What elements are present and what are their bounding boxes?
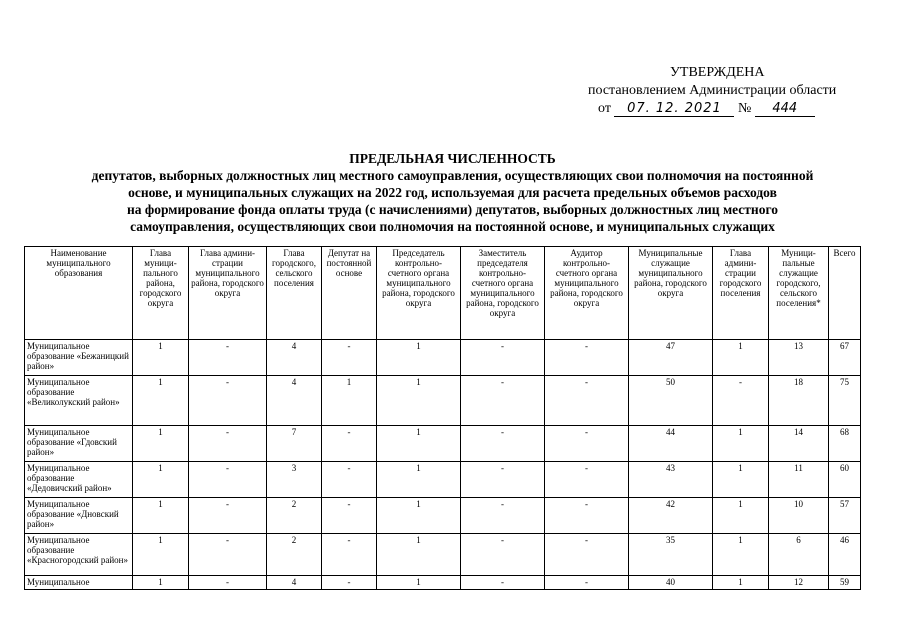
count-cell: 1 bbox=[377, 462, 461, 498]
number-prefix: № bbox=[737, 101, 752, 116]
total-cell: 59 bbox=[829, 576, 861, 590]
count-cell: 1 bbox=[322, 376, 377, 426]
count-cell: - bbox=[189, 340, 267, 376]
count-cell: - bbox=[322, 576, 377, 590]
count-cell: 1 bbox=[133, 462, 189, 498]
table-row bbox=[25, 534, 861, 576]
total-cell: 67 bbox=[829, 340, 861, 376]
count-cell: 12 bbox=[769, 576, 829, 590]
table-row bbox=[25, 340, 861, 376]
table-row bbox=[25, 426, 861, 462]
count-cell: - bbox=[189, 534, 267, 576]
table-row bbox=[25, 498, 861, 534]
municipality-name-cell: Муниципальное образование «Гдовский район» bbox=[25, 426, 133, 462]
count-cell: 1 bbox=[133, 426, 189, 462]
heading-line-3: основе, и муниципальных служащих на 2022 год, используемая для расчета предельных объемов расходов bbox=[128, 185, 777, 200]
count-cell: - bbox=[461, 462, 545, 498]
count-cell: - bbox=[713, 376, 769, 426]
count-cell: 1 bbox=[713, 462, 769, 498]
count-cell: 11 bbox=[769, 462, 829, 498]
column-header: Глава муници-пального района, городского округа bbox=[133, 247, 189, 340]
total-cell: 57 bbox=[829, 498, 861, 534]
count-cell: - bbox=[189, 376, 267, 426]
count-cell: 44 bbox=[629, 426, 713, 462]
count-cell: - bbox=[545, 426, 629, 462]
count-cell: 14 bbox=[769, 426, 829, 462]
count-cell: 47 bbox=[629, 340, 713, 376]
count-cell: 1 bbox=[377, 376, 461, 426]
count-cell: 2 bbox=[267, 498, 322, 534]
count-cell: 1 bbox=[377, 576, 461, 590]
count-cell: 1 bbox=[713, 498, 769, 534]
table-row bbox=[25, 462, 861, 498]
count-cell: - bbox=[461, 576, 545, 590]
column-header: Аудитор контрольно-счетного органа муниципального района, городского округа bbox=[545, 247, 629, 340]
count-cell: 1 bbox=[377, 534, 461, 576]
column-header: Глава админи-страции городского поселения bbox=[713, 247, 769, 340]
count-cell: 1 bbox=[133, 576, 189, 590]
heading-line-2: депутатов, выборных должностных лиц местного самоуправления, осуществляющих свои полномочия на постоянной bbox=[91, 168, 814, 183]
count-cell: - bbox=[189, 576, 267, 590]
count-cell: 4 bbox=[267, 576, 322, 590]
count-cell: - bbox=[545, 340, 629, 376]
count-cell: 42 bbox=[629, 498, 713, 534]
count-cell: 4 bbox=[267, 376, 322, 426]
count-cell: 13 bbox=[769, 340, 829, 376]
approval-title: УТВЕРЖДЕНА bbox=[670, 65, 765, 80]
count-cell: - bbox=[322, 426, 377, 462]
municipality-name-cell: Муниципальное образование «Бежаницкий район» bbox=[25, 340, 133, 376]
count-cell: 1 bbox=[133, 376, 189, 426]
column-header: Муници-пальные служащие городского, сельского поселения* bbox=[769, 247, 829, 340]
count-cell: 1 bbox=[377, 426, 461, 462]
approval-by: постановлением Администрации области bbox=[588, 83, 837, 98]
count-cell: 2 bbox=[267, 534, 322, 576]
count-cell: - bbox=[322, 462, 377, 498]
count-cell: 1 bbox=[133, 340, 189, 376]
approval-block bbox=[560, 64, 860, 118]
total-cell: 46 bbox=[829, 534, 861, 576]
total-cell: 75 bbox=[829, 376, 861, 426]
column-header: Глава городского, сельского поселения bbox=[267, 247, 322, 340]
count-cell: - bbox=[461, 534, 545, 576]
count-cell: - bbox=[322, 340, 377, 376]
column-header: Наименование муниципального образования bbox=[25, 247, 133, 340]
heading-line-4: на формирование фонда оплаты труда (с начислениями) депутатов, выборных должностных лиц местного bbox=[127, 202, 778, 217]
count-cell: 3 bbox=[267, 462, 322, 498]
count-cell: - bbox=[461, 340, 545, 376]
total-cell: 60 bbox=[829, 462, 861, 498]
count-cell: - bbox=[545, 534, 629, 576]
column-header: Муниципальные служащие муниципального района, городского округа bbox=[629, 247, 713, 340]
municipality-name-cell: Муниципальное образование «Красногородский район» bbox=[25, 534, 133, 576]
table-body bbox=[25, 340, 861, 590]
handwritten-date: 07. 12. 2021 bbox=[614, 102, 734, 117]
count-cell: 4 bbox=[267, 340, 322, 376]
column-header: Депутат на постоянной основе bbox=[322, 247, 377, 340]
count-cell: 1 bbox=[713, 576, 769, 590]
count-cell: - bbox=[545, 462, 629, 498]
count-cell: 10 bbox=[769, 498, 829, 534]
document-heading bbox=[0, 150, 905, 235]
count-cell: 7 bbox=[267, 426, 322, 462]
count-cell: 1 bbox=[133, 534, 189, 576]
count-cell: 1 bbox=[713, 340, 769, 376]
total-cell: 68 bbox=[829, 426, 861, 462]
table-row bbox=[25, 576, 861, 590]
count-cell: - bbox=[189, 498, 267, 534]
heading-line-5: самоуправления, осуществляющих свои полномочия на постоянной основе, и муниципальных служащих bbox=[130, 219, 775, 234]
column-header: Заместитель председателя контрольно-счетного органа муниципального района, городского округа bbox=[461, 247, 545, 340]
table-header-row bbox=[25, 247, 861, 340]
count-cell: 1 bbox=[377, 498, 461, 534]
column-header: Всего bbox=[829, 247, 861, 340]
count-cell: 40 bbox=[629, 576, 713, 590]
count-cell: 1 bbox=[377, 340, 461, 376]
count-cell: - bbox=[545, 376, 629, 426]
count-cell: 1 bbox=[713, 534, 769, 576]
count-cell: - bbox=[461, 376, 545, 426]
count-cell: 18 bbox=[769, 376, 829, 426]
count-cell: - bbox=[189, 426, 267, 462]
count-cell: - bbox=[322, 534, 377, 576]
handwritten-number: 444 bbox=[755, 102, 815, 117]
count-cell: 50 bbox=[629, 376, 713, 426]
table-row bbox=[25, 376, 861, 426]
column-header: Председатель контрольно-счетного органа муниципального района, городского округа bbox=[377, 247, 461, 340]
municipality-name-cell: Муниципальное образование «Дедовичский район» bbox=[25, 462, 133, 498]
staff-limits-table bbox=[24, 246, 861, 590]
count-cell: - bbox=[545, 576, 629, 590]
count-cell: - bbox=[189, 462, 267, 498]
count-cell: - bbox=[461, 426, 545, 462]
municipality-name-cell: Муниципальное образование «Дновский район» bbox=[25, 498, 133, 534]
column-header: Глава админи-страции муниципального района, городского округа bbox=[189, 247, 267, 340]
count-cell: - bbox=[545, 498, 629, 534]
count-cell: 35 bbox=[629, 534, 713, 576]
date-prefix: от bbox=[598, 101, 611, 116]
municipality-name-cell: Муниципальное bbox=[25, 576, 133, 590]
count-cell: 6 bbox=[769, 534, 829, 576]
count-cell: 43 bbox=[629, 462, 713, 498]
approval-date-line bbox=[560, 100, 860, 118]
heading-line-1: ПРЕДЕЛЬНАЯ ЧИСЛЕННОСТЬ bbox=[349, 151, 556, 166]
count-cell: - bbox=[322, 498, 377, 534]
municipality-name-cell: Муниципальное образование «Великолукский район» bbox=[25, 376, 133, 426]
count-cell: 1 bbox=[133, 498, 189, 534]
count-cell: 1 bbox=[713, 426, 769, 462]
count-cell: - bbox=[461, 498, 545, 534]
